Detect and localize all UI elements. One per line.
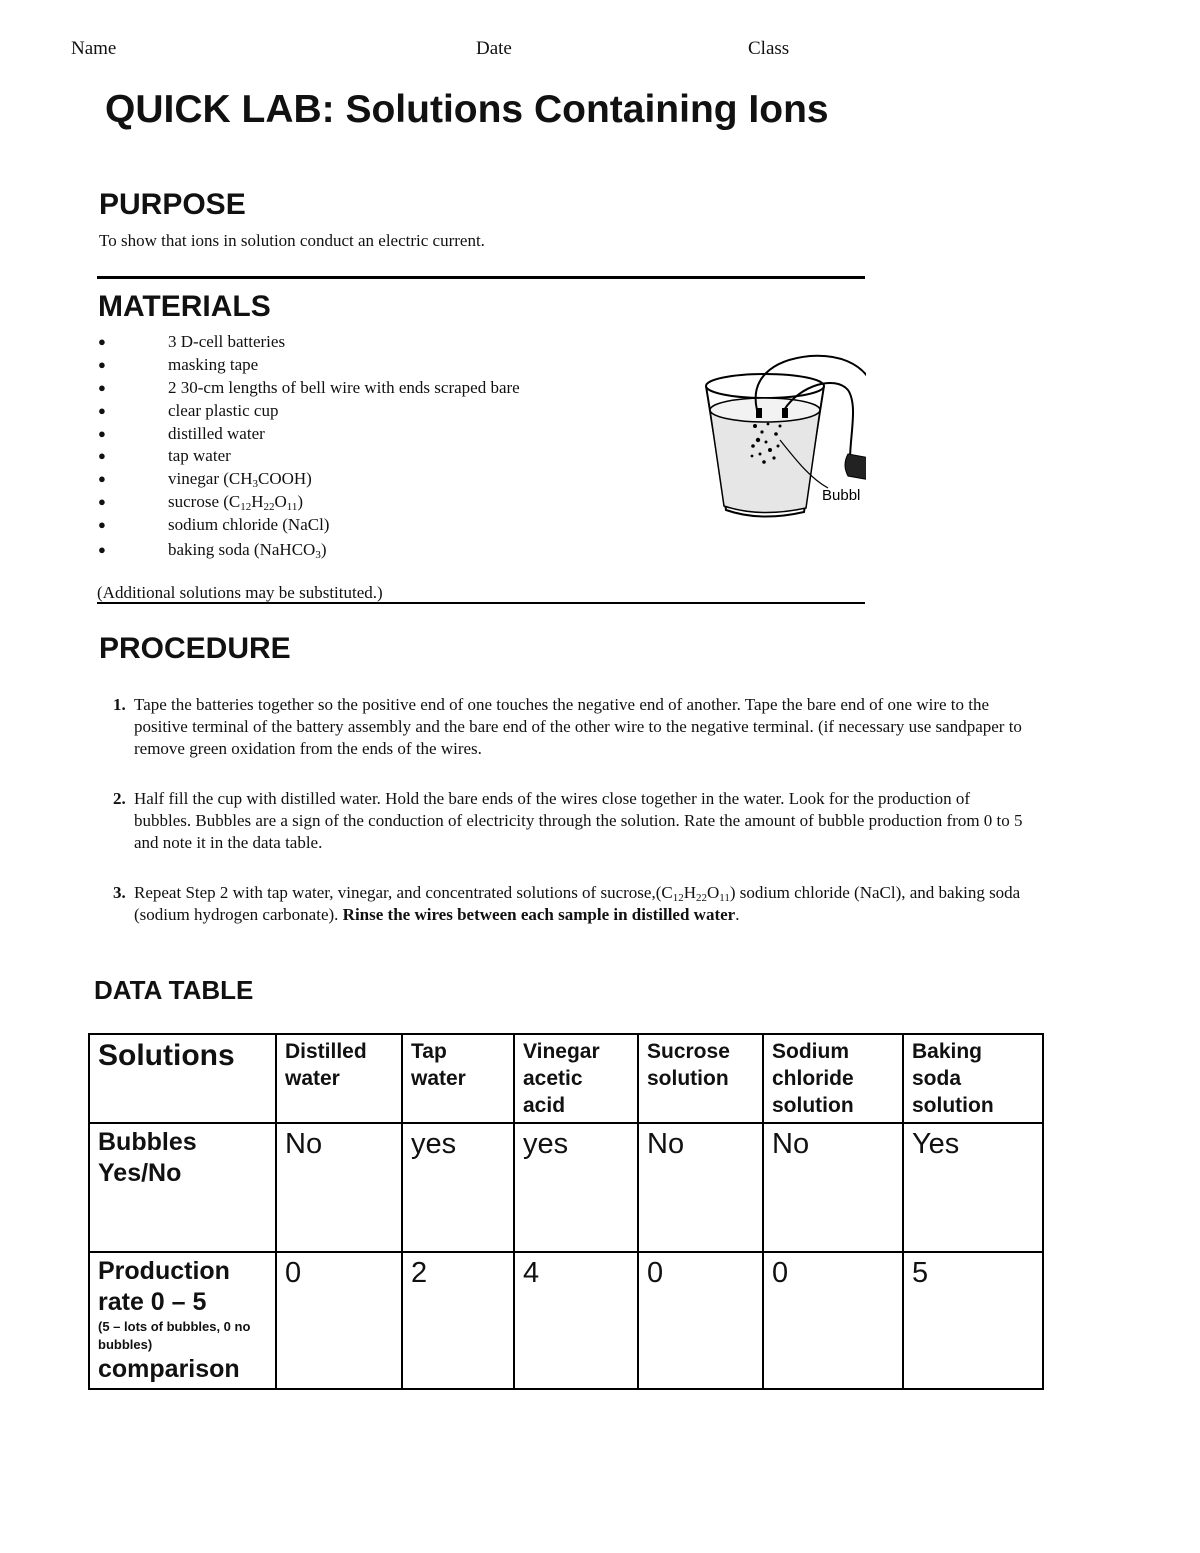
table-cell: No — [638, 1123, 763, 1252]
bubbles-figure-label: Bubbl — [822, 487, 861, 504]
data-table-heading: DATA TABLE — [94, 975, 254, 1005]
procedure-step-3: 3. Repeat Step 2 with tap water, vinegar, and concentrated solutions of $sucrose,(C_{12}H_{22}O_{11})$ sodium chloride (NaCl), and baking soda (sodium hydrogen carbonate). Rinse the wires between each sample in distilled water. — [113, 883, 1021, 924]
table-row — [89, 1252, 1043, 1389]
column-header: Sucrose solution — [638, 1034, 763, 1123]
procedure-step-1: 1. Tape the batteries together so the positive end of one touches the negative end of another. Tape the bare end of one wire to the positive terminal of the battery assembly and the bare end of the other wire to the negative terminal. (if necessary use sandpaper to remove green oxidation from the ends of the wires. — [113, 695, 1022, 758]
class-label: Class — [748, 38, 790, 59]
table-cell: 0 — [638, 1252, 763, 1389]
table-corner-cell: Solutions — [89, 1034, 276, 1123]
table-cell: 5 — [903, 1252, 1043, 1389]
table-header-row — [89, 1034, 1043, 1123]
column-header: Vinegar acetic acid — [514, 1034, 638, 1123]
bullet-icon: ● — [98, 494, 106, 509]
cup-illustration — [700, 350, 866, 520]
table-cell: No — [763, 1123, 903, 1252]
bullet-icon: ● — [98, 380, 106, 395]
column-header: Tap water — [402, 1034, 514, 1123]
column-header: Baking soda solution — [903, 1034, 1043, 1123]
bullet-icon: ● — [98, 357, 106, 372]
name-label: Name — [71, 38, 117, 59]
purpose-heading: PURPOSE — [99, 188, 246, 221]
procedure-heading: PROCEDURE — [99, 632, 291, 665]
bullet-icon: ● — [98, 403, 106, 418]
bullet-icon: ● — [98, 426, 106, 441]
table-cell: 0 — [276, 1252, 402, 1389]
divider — [97, 276, 865, 279]
beaker-icon — [700, 350, 866, 520]
table-cell: 2 — [402, 1252, 514, 1389]
bullet-icon: ● — [98, 471, 106, 486]
materials-note: (Additional solutions may be substituted.) — [97, 583, 383, 602]
row-label-production-rate: Production rate 0 – 5 (5 – lots of bubbles, 0 no bubbles) comparison — [89, 1252, 276, 1389]
table-cell: Yes — [903, 1123, 1043, 1252]
page-title: QUICK LAB: Solutions Containing Ions — [105, 88, 829, 131]
materials-heading: MATERIALS — [98, 290, 271, 323]
bullet-icon: ● — [98, 542, 106, 557]
row-label-bubbles: Bubbles Yes/No — [89, 1123, 276, 1252]
column-header: Sodium chloride solution — [763, 1034, 903, 1123]
purpose-text: To show that ions in solution conduct an electric current. — [99, 231, 485, 250]
bullet-icon: ● — [98, 517, 106, 532]
table-cell: yes — [514, 1123, 638, 1252]
table-row — [89, 1123, 1043, 1252]
bullet-icon: ● — [98, 448, 106, 463]
column-header: Distilled water — [276, 1034, 402, 1123]
table-cell: yes — [402, 1123, 514, 1252]
table-cell: 0 — [763, 1252, 903, 1389]
divider — [97, 602, 865, 604]
table-cell: No — [276, 1123, 402, 1252]
date-label: Date — [476, 38, 512, 59]
procedure-list — [113, 694, 1023, 954]
table-cell: 4 — [514, 1252, 638, 1389]
data-table — [88, 1033, 1044, 1390]
bullet-icon: ● — [98, 334, 106, 349]
procedure-step-2: 2. Half fill the cup with distilled water. Hold the bare ends of the wires close together in the water. Look for the production of bubbles. Bubbles are a sign of the conduction of electricity through the solution. Rate the amount of bubble production from 0 to 5 and note it in the data table. — [113, 789, 1023, 852]
